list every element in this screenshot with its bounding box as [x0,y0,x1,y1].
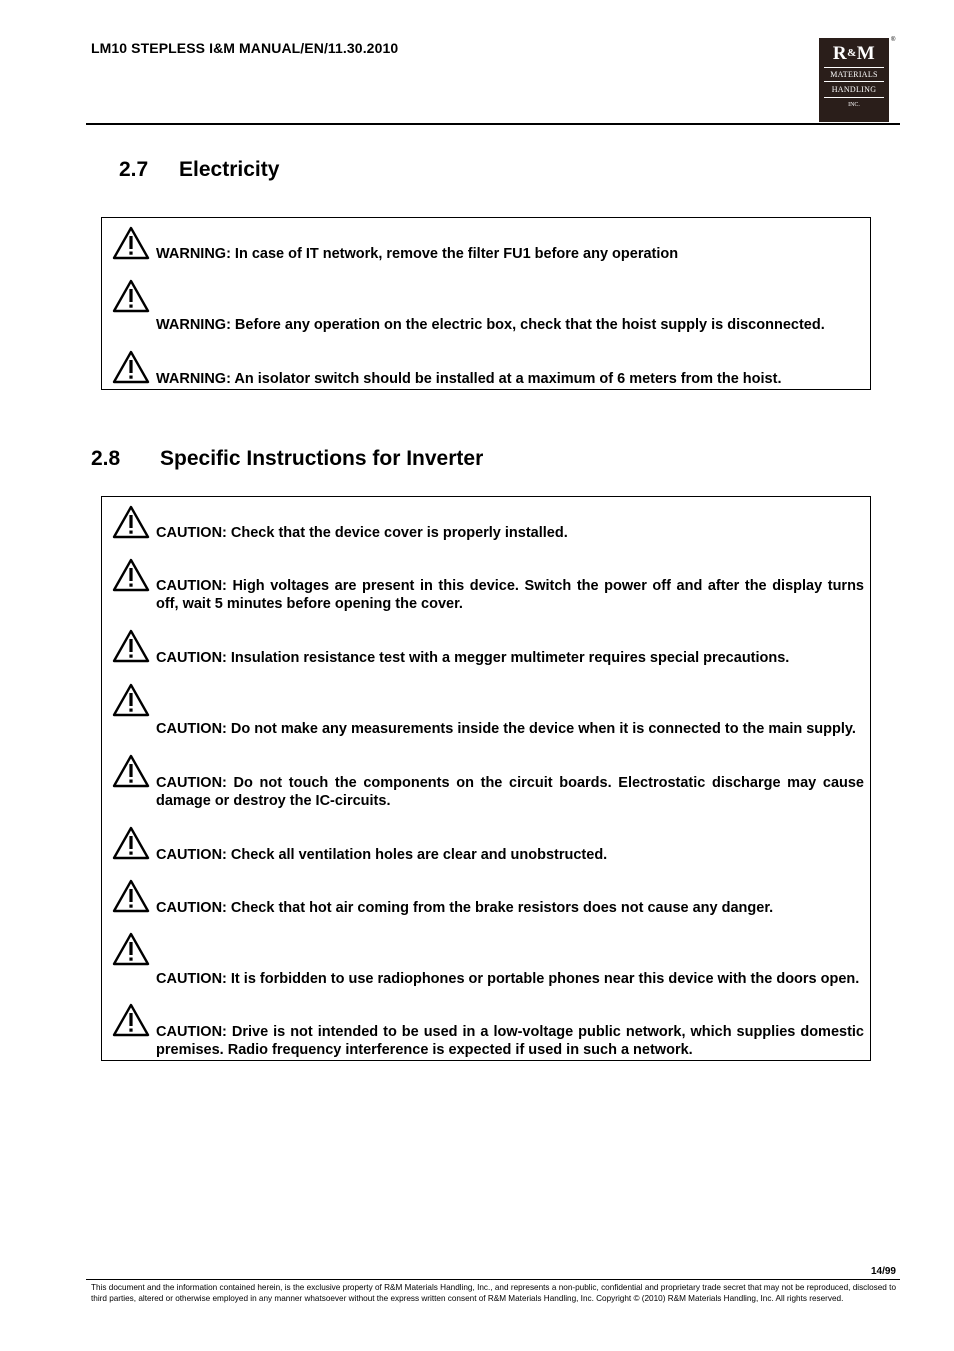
caution-item [112,1003,864,1059]
section-heading-inverter [91,447,483,471]
confidentiality-notice: This document and the information contained herein, is the exclusive property of R&M Materials Handling, Inc., and represents a non-public, confidential and proprietary trade secret that may not be reproduced, disclosed to third parties, altered or otherwise employed in any manner whatsoever without the express written consent of R&M Materials Handling, Inc. Copyright © (2010) R&M Materials Handling, Inc. All rights reserved. [91,1283,896,1303]
header-divider [86,123,900,125]
warning-triangle-icon [112,683,150,717]
document-header-title: LM10 STEPLESS I&M MANUAL/EN/11.30.2010 [91,40,399,56]
section-title: Electricity [179,158,280,181]
company-logo: R&M MATERIALS HANDLING INC. [819,38,889,122]
warning-triangle-icon [112,558,150,592]
warning-triangle-icon [112,629,150,663]
warning-triangle-icon [112,879,150,913]
section-number: 2.7 [119,158,149,181]
caution-item [112,505,864,542]
caution-text: CAUTION: High voltages are present in this device. Switch the power off and after the display turns off, wait 5 minutes before opening the cover. [156,578,864,612]
warning-text: WARNING: Before any operation on the electric box, check that the hoist supply is disconnected. [156,317,825,333]
caution-text: CAUTION: Do not touch the components on the circuit boards. Electrostatic discharge may cause damage or destroy the IC-circuits. [156,775,864,809]
caution-text: CAUTION: Drive is not intended to be used in a low-voltage public network, which supplies domestic premises. Radio frequency interference is expected if used in such a network. [156,1024,864,1058]
caution-item [112,558,864,613]
caution-text: CAUTION: It is forbidden to use radiophones or portable phones near this device with the doors open. [156,971,860,987]
warning-item [112,279,864,334]
warning-triangle-icon [112,505,150,539]
section-number: 2.8 [91,447,121,470]
caution-item [112,629,864,667]
registered-mark: ® [891,37,896,43]
caution-item [112,932,864,988]
caution-item [112,879,864,917]
caution-text: CAUTION: Check that the device cover is properly installed. [156,525,568,541]
section-heading-electricity [119,158,279,182]
warning-triangle-icon [112,350,150,384]
warning-box-electricity [101,217,871,390]
caution-text: CAUTION: Insulation resistance test with a megger multimeter requires special precautions. [156,650,790,666]
warning-triangle-icon [112,226,150,260]
warning-item [112,226,864,263]
warning-triangle-icon [112,1003,150,1037]
caution-item [112,754,864,810]
warning-triangle-icon [112,826,150,860]
caution-text: CAUTION: Check that hot air coming from the brake resistors does not cause any danger. [156,900,774,916]
footer-divider [86,1279,900,1280]
section-title: Specific Instructions for Inverter [160,447,484,470]
caution-item [112,683,864,738]
caution-text: CAUTION: Check all ventilation holes are clear and unobstructed. [156,847,608,863]
page-number: 14/99 [870,1266,896,1277]
caution-item [112,826,864,864]
warning-triangle-icon [112,279,150,313]
warning-triangle-icon [112,932,150,966]
caution-text: CAUTION: Do not make any measurements inside the device when it is connected to the main supply. [156,721,856,737]
warning-text: WARNING: An isolator switch should be installed at a maximum of 6 meters from the hoist. [156,371,782,387]
warning-item [112,350,864,388]
warning-triangle-icon [112,754,150,788]
warning-text: WARNING: In case of IT network, remove the filter FU1 before any operation [156,246,679,262]
caution-box-inverter [101,496,871,1061]
